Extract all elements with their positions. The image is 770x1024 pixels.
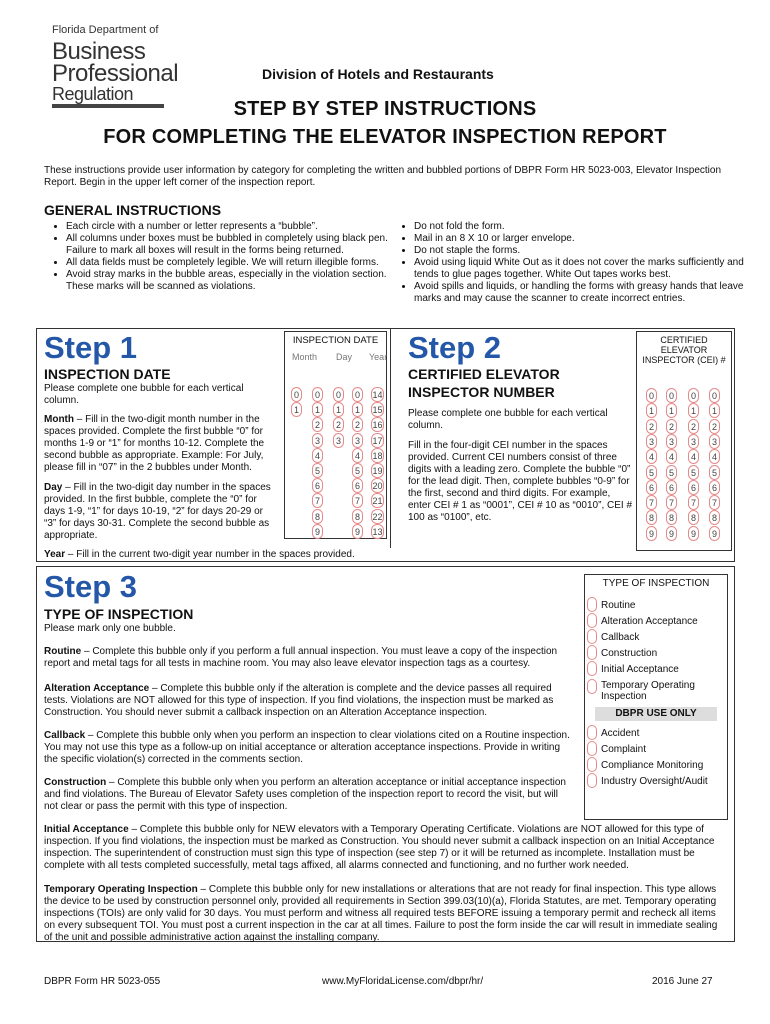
cei-bubble[interactable]: 4 xyxy=(646,449,657,464)
cei-bubble[interactable]: 1 xyxy=(646,403,657,418)
cei-bubble[interactable]: 5 xyxy=(688,465,699,480)
general-left-item: • Each circle with a number or letter represents a “bubble”. xyxy=(66,221,396,233)
date-bubble[interactable]: 5 xyxy=(352,463,363,478)
cei-bubble[interactable]: 0 xyxy=(709,388,720,403)
date-bubble[interactable]: 16 xyxy=(371,417,384,432)
dbpr-item-complaint: Complaint xyxy=(601,744,647,755)
footer-url[interactable]: www.MyFloridaLicense.com/dbpr/hr/ xyxy=(322,976,484,987)
general-right-item: • Avoid spills and liquids, or handling the forms with greasy hands that leave marks and may cause the scanner to create incorrect entries. xyxy=(414,281,746,305)
general-list-left xyxy=(44,221,396,293)
cei-bubble[interactable]: 6 xyxy=(646,480,657,495)
accident-bubble[interactable] xyxy=(587,725,597,740)
cei-bubble[interactable]: 1 xyxy=(666,403,677,418)
year-label: Year xyxy=(44,549,66,560)
type-item-construction: Construction xyxy=(601,648,658,659)
date-bubble[interactable]: 7 xyxy=(352,493,363,508)
col-year: Year xyxy=(369,352,388,362)
callback-text: – Complete this bubble only when you perform an inspection to clear violations cited on a Routine inspection. You may not use this type as a follow-up on initial acceptance or alteration acceptance inspections. Provide in writing the specific violation(s) corrected in the comments section. xyxy=(44,730,570,765)
type-item-callback: Callback xyxy=(601,632,640,643)
step-3-intro: Please mark only one bubble. xyxy=(44,623,176,634)
date-bubble[interactable]: 2 xyxy=(352,417,363,432)
type-item-alteration: Alteration Acceptance xyxy=(601,616,698,627)
industry-bubble[interactable] xyxy=(587,773,597,788)
date-bubble[interactable]: 0 xyxy=(333,387,344,402)
step-1-day-text xyxy=(44,482,274,542)
general-left-item: • Avoid stray marks in the bubble areas, especially in the violation section. These marks will be scanned as violations. xyxy=(66,269,396,293)
title-line-2: FOR COMPLETING THE ELEVATOR INSPECTION REPORT xyxy=(103,126,667,148)
cei-bubble[interactable]: 1 xyxy=(688,403,699,418)
temporary-operating-text: – Complete this bubble only for new installations or alterations that are not ready for final inspection. This type allows the device to be used by construction personnel only, provided all requirements in Section 399.03(10)(a), Florida Statutes, are met. Temporary operating inspections (TOIs) are only valid for 30 days. You must perform and witness all required tests BEFORE issuing a temporary permit and recheck all items on every subsequent TOI. You must post a current inspection in the car at all times. Failure to post the form inside the car will result in immediate sealing of the unit and possible administrative action against the installing company. xyxy=(44,884,718,943)
step-1-month-text xyxy=(44,414,274,474)
cei-bubble[interactable]: 9 xyxy=(688,526,699,541)
date-bubble[interactable]: 6 xyxy=(352,478,363,493)
title-line-1: STEP BY STEP INSTRUCTIONS xyxy=(233,98,537,120)
cei-bubble[interactable]: 7 xyxy=(688,495,699,510)
construction-desc xyxy=(44,777,574,813)
cei-bubble[interactable]: 2 xyxy=(646,419,657,434)
alteration-desc xyxy=(44,683,574,719)
cei-bubble[interactable]: 1 xyxy=(709,403,720,418)
logo-business: Business xyxy=(52,38,146,65)
cei-bubble[interactable]: 5 xyxy=(646,465,657,480)
step-2-title: Step 2 xyxy=(408,330,502,365)
date-bubble[interactable]: 19 xyxy=(371,463,384,478)
type-item-temporary: Temporary Operating Inspection xyxy=(601,680,695,702)
cei-bubble[interactable]: 3 xyxy=(666,434,677,449)
routine-bubble[interactable] xyxy=(587,597,597,612)
logo-dept: Florida Department of xyxy=(52,24,159,36)
alteration-label: Alteration Acceptance xyxy=(44,683,150,694)
date-bubble[interactable]: 9 xyxy=(312,524,323,539)
temporary-operating-label: Temporary Operating Inspection xyxy=(44,884,198,895)
cei-bubble[interactable]: 0 xyxy=(666,388,677,403)
cei-bubble[interactable]: 2 xyxy=(709,419,720,434)
initial-acceptance-bubble[interactable] xyxy=(587,661,597,676)
date-bubble[interactable]: 3 xyxy=(352,433,363,448)
date-bubble[interactable]: 4 xyxy=(312,448,323,463)
date-bubble[interactable]: 3 xyxy=(333,433,344,448)
callback-bubble[interactable] xyxy=(587,629,597,644)
date-bubble[interactable]: 0 xyxy=(291,387,302,402)
step-1-year-text xyxy=(44,549,384,561)
day-label: Day xyxy=(44,482,63,493)
date-bubble[interactable]: 9 xyxy=(352,524,363,539)
date-bubble[interactable]: 8 xyxy=(312,509,323,524)
general-right-item: • Mail in an 8 X 10 or larger envelope. xyxy=(414,233,746,245)
month-desc: – Fill in the two-digit month number in the spaces provided. Complete the first bubble “0” for months 1-9 or “1” for months 10-12. Complete the second bubble as appropriate. Example: For July, please fill in “07” in the 2 bubbles under Month. xyxy=(44,414,265,473)
general-right-item: • Do not staple the forms. xyxy=(414,245,746,257)
cei-form-title-2: INSPECTOR (CEI) # xyxy=(642,355,726,365)
step-3-title: Step 3 xyxy=(44,569,138,604)
cei-bubble[interactable]: 0 xyxy=(646,388,657,403)
cei-bubble[interactable]: 8 xyxy=(688,510,699,525)
date-bubble[interactable]: 22 xyxy=(371,509,384,524)
cei-bubble[interactable]: 5 xyxy=(709,465,720,480)
initial-acceptance-desc xyxy=(44,824,724,872)
construction-text: – Complete this bubble only when you perform an alteration acceptance or initial acceptance inspection and find violations. The Bureau of Elevator Safety uses completion of the inspection report to record the visit, but will not clear or pass the permit with this type of inspection. xyxy=(44,777,566,812)
step-1-intro: Please complete one bubble for each vertical column. xyxy=(44,383,244,406)
alteration-text: – Complete this bubble only if the alteration is complete and the device passes all required tests. Violations are NOT allowed for this type of inspection. If you find violations, the inspection must be marked as Construction. You should never submit a callback inspection on an Alteration Acceptance inspection. xyxy=(44,683,554,718)
date-bubble[interactable]: 1 xyxy=(352,402,363,417)
date-bubble[interactable]: 14 xyxy=(371,387,384,402)
col-month: Month xyxy=(292,352,318,362)
initial-acceptance-label: Initial Acceptance xyxy=(44,824,129,835)
logo-regulation: Regulation xyxy=(52,84,134,104)
date-bubble[interactable]: 13 xyxy=(371,524,384,539)
step-1-heading: INSPECTION DATE xyxy=(44,366,171,382)
day-desc: – Fill in the two-digit day number in the spaces provided. In the first bubble, complete the “0” for days 1-9, “1” for days 10-19, “2” for days 20-29 or “3” for days 30-31. Complete the second bubble as appropriate. xyxy=(44,482,271,541)
cei-bubble[interactable]: 0 xyxy=(688,388,699,403)
date-bubble[interactable]: 0 xyxy=(352,387,363,402)
alteration-bubble[interactable] xyxy=(587,613,597,628)
month-label: Month xyxy=(44,414,74,425)
cei-bubble[interactable]: 8 xyxy=(646,510,657,525)
construction-label: Construction xyxy=(44,777,107,788)
complaint-bubble[interactable] xyxy=(587,741,597,756)
dbpr-use-only-bar: DBPR USE ONLY xyxy=(595,707,717,721)
date-bubble[interactable]: 8 xyxy=(352,509,363,524)
division-title: Division of Hotels and Restaurants xyxy=(262,66,494,82)
date-bubble[interactable]: 2 xyxy=(312,417,323,432)
dbpr-item-compliance: Compliance Monitoring xyxy=(601,760,704,771)
step-2-heading-1: CERTIFIED ELEVATOR xyxy=(408,366,560,382)
cei-bubble[interactable]: 7 xyxy=(709,495,720,510)
date-bubble[interactable]: 20 xyxy=(371,478,384,493)
callback-desc xyxy=(44,730,574,766)
routine-text: – Complete this bubble only if you perform a full annual inspection. You must leave a copy of the inspection report and metal tags for all tests in machine room. You may also leave elevator inspection tags as a courtesy. xyxy=(44,646,558,669)
date-bubble[interactable]: 4 xyxy=(352,448,363,463)
step-2-intro: Please complete one bubble for each vertical column. xyxy=(408,408,608,431)
cei-form-title-1: CERTIFIED ELEVATOR xyxy=(660,335,708,355)
temporary-operating-desc xyxy=(44,884,724,944)
inspection-date-form-title: INSPECTION DATE xyxy=(292,335,379,346)
temporary-bubble[interactable] xyxy=(587,679,597,694)
general-left-item: • All columns under boxes must be bubbled in completely using black pen. Failure to mark all boxes will result in the forms being returned. xyxy=(66,233,396,257)
cei-bubble[interactable]: 6 xyxy=(709,480,720,495)
cei-bubble[interactable]: 9 xyxy=(709,526,720,541)
cei-bubble[interactable]: 7 xyxy=(646,495,657,510)
construction-bubble[interactable] xyxy=(587,645,597,660)
general-list-right xyxy=(392,221,746,305)
step-divider xyxy=(390,328,391,548)
logo-professional: Professional xyxy=(52,60,179,87)
col-day: Day xyxy=(336,352,353,362)
cei-bubble[interactable]: 2 xyxy=(666,419,677,434)
step-1-title: Step 1 xyxy=(44,330,138,365)
type-item-routine: Routine xyxy=(601,600,636,611)
cei-bubble[interactable]: 4 xyxy=(709,449,720,464)
cei-bubble[interactable]: 2 xyxy=(688,419,699,434)
date-bubble[interactable]: 1 xyxy=(312,402,323,417)
date-bubble[interactable]: 18 xyxy=(371,448,384,463)
general-left-item: • All data fields must be completely legible. We will return illegible forms. xyxy=(66,257,396,269)
cei-bubble[interactable]: 3 xyxy=(709,434,720,449)
year-desc: – Fill in the current two-digit year number in the spaces provided. xyxy=(65,549,355,560)
callback-label: Callback xyxy=(44,730,86,741)
date-bubble[interactable]: 6 xyxy=(312,478,323,493)
routine-label: Routine xyxy=(44,646,82,657)
date-bubble[interactable]: 2 xyxy=(333,417,344,432)
date-bubble[interactable]: 1 xyxy=(291,402,302,417)
cei-bubble[interactable]: 8 xyxy=(666,510,677,525)
initial-acceptance-text: – Complete this bubble only for NEW elevators with a Temporary Operating Certificate. Violations are NOT allowed for this type of inspection. If you find violations, the inspection must be marked as Construction. You should never submit a callback inspection on an Initial Acceptance inspection. The superintendent of construction must sign this type of inspection (see step 7) or it will be returned as incomplete. Installation must be complete with all tests completed successfully, metal tags affixed, all alarms connected and functioning, and no further work needed. xyxy=(44,824,715,871)
compliance-bubble[interactable] xyxy=(587,757,597,772)
cei-bubble[interactable]: 6 xyxy=(688,480,699,495)
date-bubble[interactable]: 0 xyxy=(312,387,323,402)
general-heading: GENERAL INSTRUCTIONS xyxy=(44,202,222,218)
step-3-heading: TYPE OF INSPECTION xyxy=(44,606,194,622)
general-right-item: • Do not fold the form. xyxy=(414,221,746,233)
footer-date: 2016 June 27 xyxy=(652,976,713,987)
type-item-initial: Initial Acceptance xyxy=(601,664,679,675)
footer-form-number: DBPR Form HR 5023-055 xyxy=(44,976,161,987)
cei-bubble[interactable]: 4 xyxy=(666,449,677,464)
cei-bubble[interactable]: 9 xyxy=(666,526,677,541)
cei-bubble[interactable]: 8 xyxy=(709,510,720,525)
date-bubble[interactable]: 3 xyxy=(312,433,323,448)
dbpr-item-accident: Accident xyxy=(601,728,640,739)
cei-bubble[interactable]: 4 xyxy=(688,449,699,464)
cei-bubble[interactable]: 3 xyxy=(646,434,657,449)
date-bubble[interactable]: 21 xyxy=(371,493,384,508)
date-bubble[interactable]: 17 xyxy=(371,433,384,448)
cei-bubble[interactable]: 7 xyxy=(666,495,677,510)
type-form-title: TYPE OF INSPECTION xyxy=(602,578,710,589)
cei-bubble[interactable]: 9 xyxy=(646,526,657,541)
dbpr-item-industry: Industry Oversight/Audit xyxy=(601,776,708,787)
cei-bubble[interactable]: 5 xyxy=(666,465,677,480)
step-2-body: Fill in the four-digit CEI number in the spaces provided. Current CEI numbers consist of three digits with a leading zero. Complete the bubble “0” for the lead digit. Then, complete bubbles “0-9” for the first, second and third digits. For example, enter CEI # 1 as “0001”, CEI # 10 as “0010”, CEI # 100 as “0100”, etc. xyxy=(408,440,633,523)
cei-bubble[interactable]: 6 xyxy=(666,480,677,495)
cei-bubble[interactable]: 3 xyxy=(688,434,699,449)
routine-desc xyxy=(44,646,574,670)
type-of-inspection-form xyxy=(584,574,728,820)
date-bubble[interactable]: 1 xyxy=(333,402,344,417)
date-bubble[interactable]: 5 xyxy=(312,463,323,478)
date-bubble[interactable]: 7 xyxy=(312,493,323,508)
general-right-item: • Avoid using liquid White Out as it does not cover the marks sufficiently and tends to glue pages together. White Out tapes works best. xyxy=(414,257,746,281)
date-bubble[interactable]: 15 xyxy=(371,402,384,417)
step-2-heading-2: INSPECTOR NUMBER xyxy=(408,384,555,400)
intro-paragraph: These instructions provide user information by category for completing the written and bubbled portions of DBPR Form HR 5023-003, Elevator Inspection Report. Begin in the upper left corner of the inspection report. xyxy=(44,165,722,188)
